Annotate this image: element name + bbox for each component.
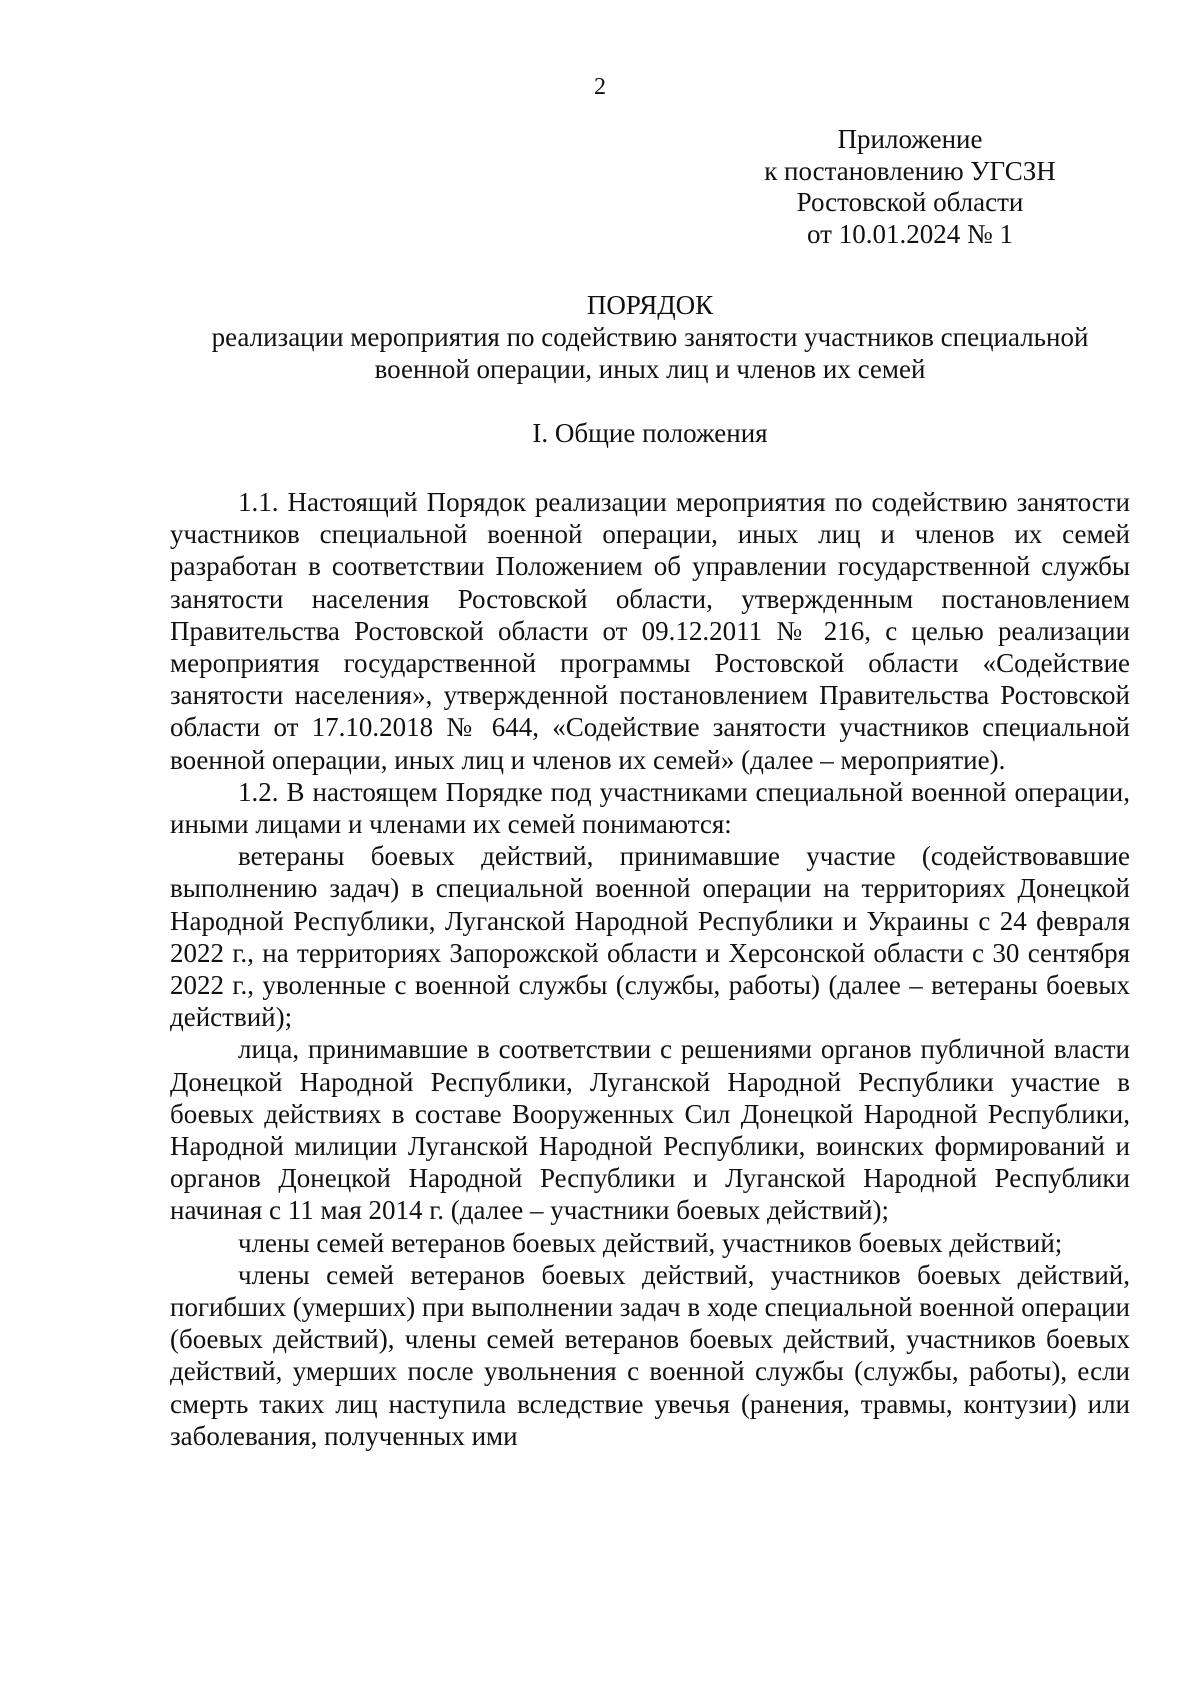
paragraph-combat-participants: лица, принимавшие в соответствии с решениями органов публичной власти Донецкой Народной Республики, Луганской Народной Республики участие в боевых действиях в составе Вооруженных Сил Донецкой Народной Республики, Народной милиции Луганской Народной Республики, воинских формирований и органов Донецкой Народной Республики и Луганской Народной Республики начиная с 11 мая 2014 г. (далее – участники боевых действий); xyxy=(170,1034,1130,1226)
page-number: 2 xyxy=(594,74,606,100)
paragraph-family-members-deceased: члены семей ветеранов боевых действий, участников боевых действий, погибших (умерших) при выполнении задач в ходе специальной военной операции (боевых действий), члены семей ветеранов боевых действий, участников боевых действий, умерших после увольнения с военной службы (службы, работы), если смерть таких лиц наступила вследствие увечья (ранения, травмы, контузии) или заболевания, полученных ими xyxy=(170,1259,1130,1451)
paragraph-1-2: 1.2. В настоящем Порядке под участниками специальной военной операции, иными лицами и членами их семей понимаются: xyxy=(170,776,1130,840)
appendix-line-3: Ростовской области xyxy=(796,187,1024,217)
body-text xyxy=(170,486,1130,1452)
paragraph-family-members: члены семей ветеранов боевых действий, участников боевых действий; xyxy=(238,1227,1063,1258)
appendix-block xyxy=(730,124,1090,250)
document-title: ПОРЯДОК xyxy=(586,290,714,320)
appendix-line-4: от 10.01.2024 № 1 xyxy=(807,218,1013,249)
paragraph-1-1: 1.1. Настоящий Порядок реализации мероприятия по содействию занятости участников специальной военной операции, иных лиц и членов их семей разработан в соответствии Положением об управлении государственной службы занятости населения Ростовской области, утвержденным постановлением Правительства Ростовской области от 09.12.2011 № 216, с целью реализации мероприятия государственной программы Ростовской области «Содействие занятости населения», утвержденной постановлением Правительства Ростовской области от 17.10.2018 № 644, «Содействие занятости участников специальной военной операции, иных лиц и членов их семей» (далее – мероприятие). xyxy=(170,487,1130,775)
section-heading: I. Общие положения xyxy=(532,418,768,448)
paragraph-combat-veterans: ветераны боевых действий, принимавшие участие (содействовавшие выполнению задач) в специальной военной операции на территориях Донецкой Народной Республики, Луганской Народной Республики и Украины с 24 февраля 2022 г., на территориях Запорожской области и Херсонской области с 30 сентября 2022 г., уволенные с военной службы (службы, работы) (далее – ветераны боевых действий); xyxy=(170,841,1130,1033)
document-subtitle: реализации мероприятия по содействию занятости участников специальной военной операции, иных лиц и членов их семей xyxy=(211,322,1089,384)
appendix-line-2: к постановлению УГСЗН xyxy=(764,155,1056,186)
appendix-line-1: Приложение xyxy=(837,124,983,154)
